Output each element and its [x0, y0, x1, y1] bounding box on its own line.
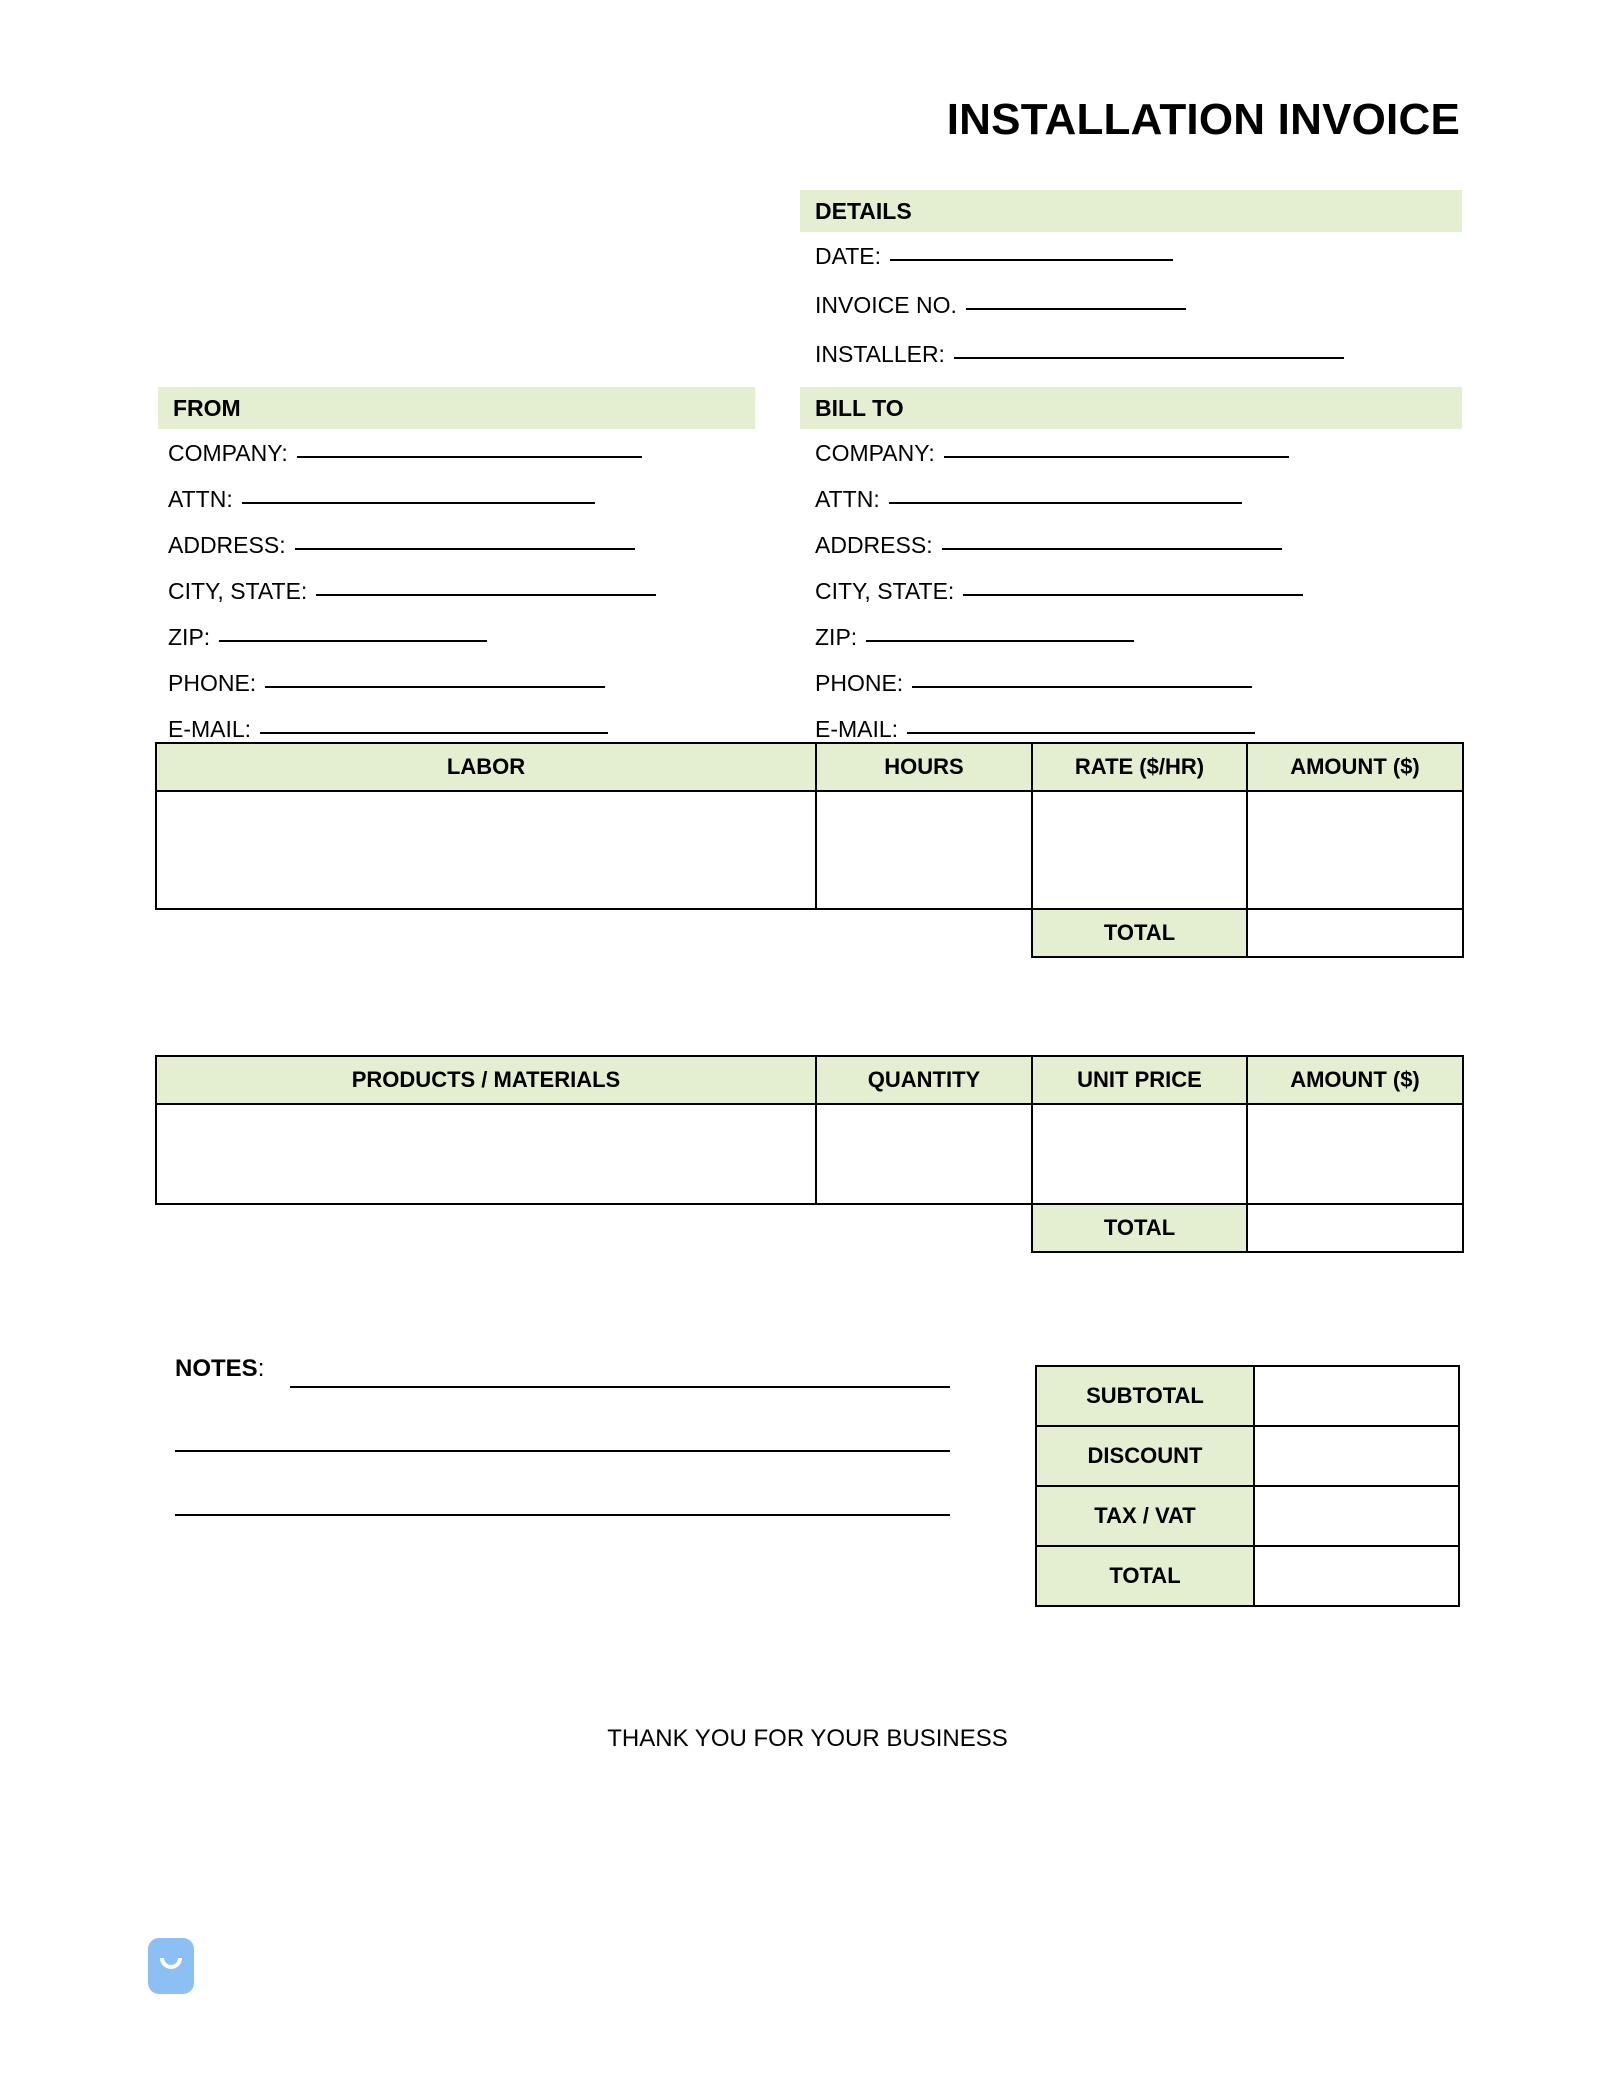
labor-cell-description[interactable] [156, 791, 816, 909]
field-installer-input[interactable] [954, 357, 1344, 359]
products-total-row [156, 1204, 1463, 1252]
products-cell-unit-price[interactable] [1032, 1104, 1247, 1204]
field-invoice-no-label: INVOICE NO. [815, 292, 957, 318]
labor-cell-amount[interactable] [1247, 791, 1463, 909]
bill-to-field-zip-input[interactable] [866, 640, 1134, 642]
summary-label-discount: DISCOUNT [1036, 1426, 1254, 1486]
labor-cell-rate[interactable] [1032, 791, 1247, 909]
notes-section [175, 1355, 264, 1383]
products-total-value[interactable] [1247, 1204, 1463, 1252]
products-col-description: PRODUCTS / MATERIALS [156, 1056, 816, 1104]
from-field-address-label: ADDRESS: [168, 532, 286, 558]
labor-total-spacer-1 [156, 909, 816, 957]
summary-label-total: TOTAL [1036, 1546, 1254, 1606]
labor-table-row [156, 791, 1463, 909]
from-field-zip-label: ZIP: [168, 624, 211, 650]
bill-to-field-city-state-input[interactable] [963, 594, 1303, 596]
summary-row-tax-vat [1036, 1486, 1459, 1546]
bill-to-field-email-label: E-MAIL: [815, 716, 899, 742]
summary-value-tax-vat[interactable] [1254, 1486, 1459, 1546]
from-field-attn-label: ATTN: [168, 486, 233, 512]
products-col-amount: AMOUNT ($) [1247, 1056, 1463, 1104]
field-date-input[interactable] [890, 259, 1173, 261]
summary-row-total [1036, 1546, 1459, 1606]
summary-value-discount[interactable] [1254, 1426, 1459, 1486]
from-field-company[interactable] [168, 440, 642, 467]
bill-to-field-company[interactable] [815, 440, 1289, 467]
labor-total-row [156, 909, 1463, 957]
products-total-spacer-1 [156, 1204, 816, 1252]
notes-line-2[interactable] [175, 1450, 950, 1452]
notes-label: NOTES [175, 1355, 258, 1382]
summary-table [1035, 1365, 1460, 1607]
bill-to-field-company-label: COMPANY: [815, 440, 935, 466]
labor-col-hours: HOURS [816, 743, 1032, 791]
smile-arc-icon [160, 1958, 182, 1969]
labor-table [155, 742, 1464, 958]
bill-to-field-company-input[interactable] [944, 456, 1289, 458]
bill-to-field-address-label: ADDRESS: [815, 532, 933, 558]
labor-cell-hours[interactable] [816, 791, 1032, 909]
labor-total-label: TOTAL [1032, 909, 1247, 957]
field-installer[interactable] [815, 341, 1344, 368]
products-cell-quantity[interactable] [816, 1104, 1032, 1204]
from-field-zip[interactable] [168, 624, 487, 651]
summary-value-total[interactable] [1254, 1546, 1459, 1606]
from-field-phone[interactable] [168, 670, 605, 697]
products-total-label: TOTAL [1032, 1204, 1247, 1252]
details-section-header [800, 190, 1462, 232]
from-field-address[interactable] [168, 532, 635, 559]
from-field-email-label: E-MAIL: [168, 716, 252, 742]
smile-cup-logo-icon [148, 1938, 194, 1994]
products-table-header-row [156, 1056, 1463, 1104]
bill-to-field-email-input[interactable] [907, 732, 1255, 734]
footer-message: THANK YOU FOR YOUR BUSINESS [607, 1725, 1008, 1752]
from-field-attn[interactable] [168, 486, 595, 513]
notes-line-3[interactable] [175, 1514, 950, 1516]
bill-to-field-zip-label: ZIP: [815, 624, 858, 650]
products-cell-amount[interactable] [1247, 1104, 1463, 1204]
products-total-spacer-2 [816, 1204, 1032, 1252]
bill-to-field-zip[interactable] [815, 624, 1134, 651]
notes-colon: : [257, 1355, 265, 1382]
from-field-company-label: COMPANY: [168, 440, 288, 466]
bill-to-field-phone-label: PHONE: [815, 670, 904, 696]
summary-row-discount [1036, 1426, 1459, 1486]
from-field-attn-input[interactable] [242, 502, 595, 504]
products-table [155, 1055, 1464, 1253]
from-field-city-state-label: CITY, STATE: [168, 578, 308, 604]
bill-to-header-label: BILL TO [815, 394, 904, 421]
labor-total-spacer-2 [816, 909, 1032, 957]
notes-line-1[interactable] [290, 1386, 950, 1388]
from-field-city-state[interactable] [168, 578, 656, 605]
field-invoice-no-input[interactable] [966, 308, 1186, 310]
labor-table-header-row [156, 743, 1463, 791]
field-invoice-no[interactable] [815, 292, 1186, 319]
summary-label-subtotal: SUBTOTAL [1036, 1366, 1254, 1426]
labor-col-rate: RATE ($/HR) [1032, 743, 1247, 791]
from-field-email[interactable] [168, 716, 608, 743]
bill-to-field-phone[interactable] [815, 670, 1252, 697]
from-field-city-state-input[interactable] [316, 594, 656, 596]
from-field-phone-input[interactable] [265, 686, 605, 688]
products-cell-description[interactable] [156, 1104, 816, 1204]
field-date-label: DATE: [815, 243, 882, 269]
field-date[interactable] [815, 243, 1173, 270]
from-header-label: FROM [173, 394, 241, 421]
from-field-address-input[interactable] [295, 548, 635, 550]
bill-to-field-attn-label: ATTN: [815, 486, 880, 512]
from-field-email-input[interactable] [260, 732, 608, 734]
bill-to-field-city-state-label: CITY, STATE: [815, 578, 955, 604]
labor-col-description: LABOR [156, 743, 816, 791]
labor-total-value[interactable] [1247, 909, 1463, 957]
bill-to-field-city-state[interactable] [815, 578, 1303, 605]
summary-label-tax-vat: TAX / VAT [1036, 1486, 1254, 1546]
summary-totals [1035, 1365, 1460, 1607]
products-col-unit-price: UNIT PRICE [1032, 1056, 1247, 1104]
field-installer-label: INSTALLER: [815, 341, 945, 367]
from-field-zip-input[interactable] [219, 640, 487, 642]
bill-to-field-phone-input[interactable] [912, 686, 1252, 688]
labor-col-amount: AMOUNT ($) [1247, 743, 1463, 791]
from-section-header [158, 387, 755, 429]
products-table-row [156, 1104, 1463, 1204]
products-col-quantity: QUANTITY [816, 1056, 1032, 1104]
summary-row-subtotal [1036, 1366, 1459, 1426]
bill-to-field-address-input[interactable] [942, 548, 1282, 550]
bill-to-field-attn-input[interactable] [889, 502, 1242, 504]
details-header-label: DETAILS [815, 197, 912, 224]
bill-to-section-header [800, 387, 1462, 429]
bill-to-field-attn[interactable] [815, 486, 1242, 513]
page-title: INSTALLATION INVOICE [946, 95, 1460, 144]
bill-to-field-email[interactable] [815, 716, 1255, 743]
summary-value-subtotal[interactable] [1254, 1366, 1459, 1426]
from-field-phone-label: PHONE: [168, 670, 257, 696]
bill-to-field-address[interactable] [815, 532, 1282, 559]
from-field-company-input[interactable] [297, 456, 642, 458]
